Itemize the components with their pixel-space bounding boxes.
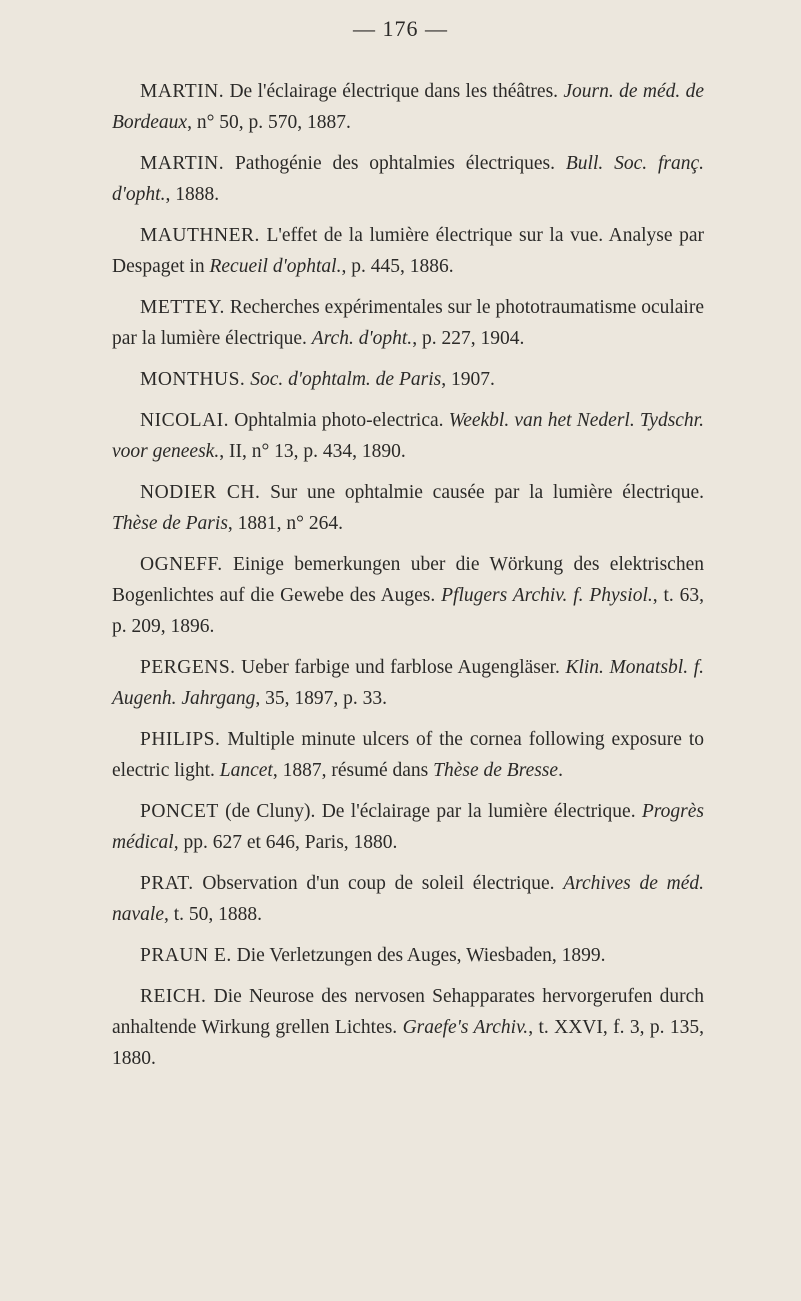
entry-author: MARTIN. bbox=[140, 81, 225, 102]
entry-source: Graefe's Archiv. bbox=[402, 1017, 529, 1038]
entry-source: Lancet bbox=[219, 760, 273, 781]
bibliography-entry bbox=[112, 477, 704, 539]
entry-source: Klin. Monatsbl. f. Augenh. Jahrgang bbox=[112, 657, 704, 709]
entry-details: , p. 227, 1904. bbox=[412, 328, 525, 349]
entry-title: Einige bemerkungen uber die Wörkung des elektrischen Bogenlichtes auf die Gewebe des Auges. bbox=[112, 554, 704, 606]
entry-author: PRAT. bbox=[140, 873, 194, 894]
entry-source: Progrès médical bbox=[112, 801, 704, 853]
page-number: — 176 — bbox=[353, 16, 448, 41]
entry-author: MAUTHNER. bbox=[140, 225, 260, 246]
entry-source: Arch. d'opht. bbox=[311, 328, 413, 349]
entry-title: Ophtalmia photo-electrica. bbox=[229, 410, 449, 431]
entry-title: Die Verletzungen des Auges, Wiesbaden, 1899. bbox=[231, 945, 606, 966]
bibliography-entry bbox=[112, 652, 704, 714]
entry-details: , pp. 627 et 646, Paris, 1880. bbox=[173, 832, 398, 853]
bibliography-entry bbox=[112, 868, 704, 930]
bibliography-entry bbox=[112, 220, 704, 282]
bibliography-entry bbox=[112, 76, 704, 138]
entry-details-secondary: . bbox=[558, 760, 563, 781]
entry-title: Ueber farbige und farblose Augengläser. bbox=[235, 657, 566, 678]
entry-author: PERGENS. bbox=[140, 657, 236, 678]
entry-source: Archives de méd. navale bbox=[112, 873, 705, 925]
entry-title: Recherches expérimentales sur le phototraumatisme oculaire par la lumière électrique. bbox=[112, 297, 704, 349]
entry-author: REICH. bbox=[140, 986, 207, 1007]
entry-details: , t. 63, p. 209, 1896. bbox=[112, 585, 704, 637]
entry-title: Sur une ophtalmie causée par la lumière électrique. bbox=[260, 482, 704, 503]
entry-title: L'effet de la lumière électrique sur la vue. Analyse par Despaget in bbox=[112, 225, 704, 277]
entry-details: , t. 50, 1888. bbox=[163, 904, 263, 925]
entry-author: MARTIN. bbox=[140, 153, 225, 174]
bibliography-entry bbox=[112, 796, 704, 858]
entry-details: , 1887, résumé dans bbox=[272, 760, 434, 781]
entry-source: Bull. Soc. franç. d'opht. bbox=[112, 153, 704, 205]
entry-details: , p. 445, 1886. bbox=[341, 256, 454, 277]
bibliography-entry bbox=[112, 292, 704, 354]
entry-title: De l'éclairage électrique dans les théâtres. bbox=[224, 81, 564, 102]
entry-title: Multiple minute ulcers of the cornea following exposure to electric light. bbox=[112, 729, 704, 781]
bibliography-entry bbox=[112, 148, 704, 210]
entry-author: PHILIPS. bbox=[140, 729, 221, 750]
entry-source: Pflugers Archiv. f. Physiol. bbox=[441, 585, 653, 606]
entry-source: Recueil d'ophtal. bbox=[209, 256, 342, 277]
entry-source: Journ. de méd. de Bordeaux bbox=[112, 81, 704, 133]
entry-author: NICOLAI. bbox=[140, 410, 230, 431]
entry-details: , t. XXVI, f. 3, p. 135, 1880. bbox=[112, 1017, 704, 1069]
entry-details: , n° 50, p. 570, 1887. bbox=[187, 112, 351, 133]
bibliography-entry bbox=[112, 724, 704, 786]
entry-author: METTEY. bbox=[140, 297, 225, 318]
bibliography-entry bbox=[112, 981, 704, 1074]
bibliography-entry bbox=[112, 364, 704, 395]
entry-details: , II, n° 13, p. 434, 1890. bbox=[219, 441, 406, 462]
bibliography-entry bbox=[112, 405, 704, 467]
entry-details: , 1907. bbox=[441, 369, 495, 390]
entry-title: Observation d'un coup de soleil électrique. bbox=[193, 873, 564, 894]
bibliography-entry bbox=[112, 940, 704, 971]
bibliography-list bbox=[112, 76, 704, 1084]
entry-author: NODIER CH. bbox=[140, 482, 261, 503]
entry-title: Die Neurose des nervosen Sehapparates hervorgerufen durch anhaltende Wirkung grellen Lichtes. bbox=[112, 986, 704, 1038]
bibliography-entry bbox=[112, 549, 704, 642]
entry-source: Thèse de Paris bbox=[112, 513, 228, 534]
entry-author: OGNEFF. bbox=[140, 554, 223, 575]
entry-details: , 1888. bbox=[165, 184, 220, 205]
entry-details: , 1881, n° 264. bbox=[227, 513, 343, 534]
entry-source: Weekbl. van het Nederl. Tydschr. voor geneesk. bbox=[112, 410, 704, 462]
entry-details: , 35, 1897, p. 33. bbox=[255, 688, 387, 709]
entry-author: MONTHUS. bbox=[140, 369, 246, 390]
entry-source-secondary: Thèse de Bresse bbox=[433, 760, 559, 781]
entry-title: (de Cluny). De l'éclairage par la lumière électrique. bbox=[218, 801, 642, 822]
entry-author: PONCET bbox=[140, 801, 219, 822]
entry-source: Soc. d'ophtalm. de Paris bbox=[250, 369, 442, 390]
entry-title: Pathogénie des ophtalmies électriques. bbox=[224, 153, 566, 174]
entry-author: PRAUN E. bbox=[140, 945, 232, 966]
